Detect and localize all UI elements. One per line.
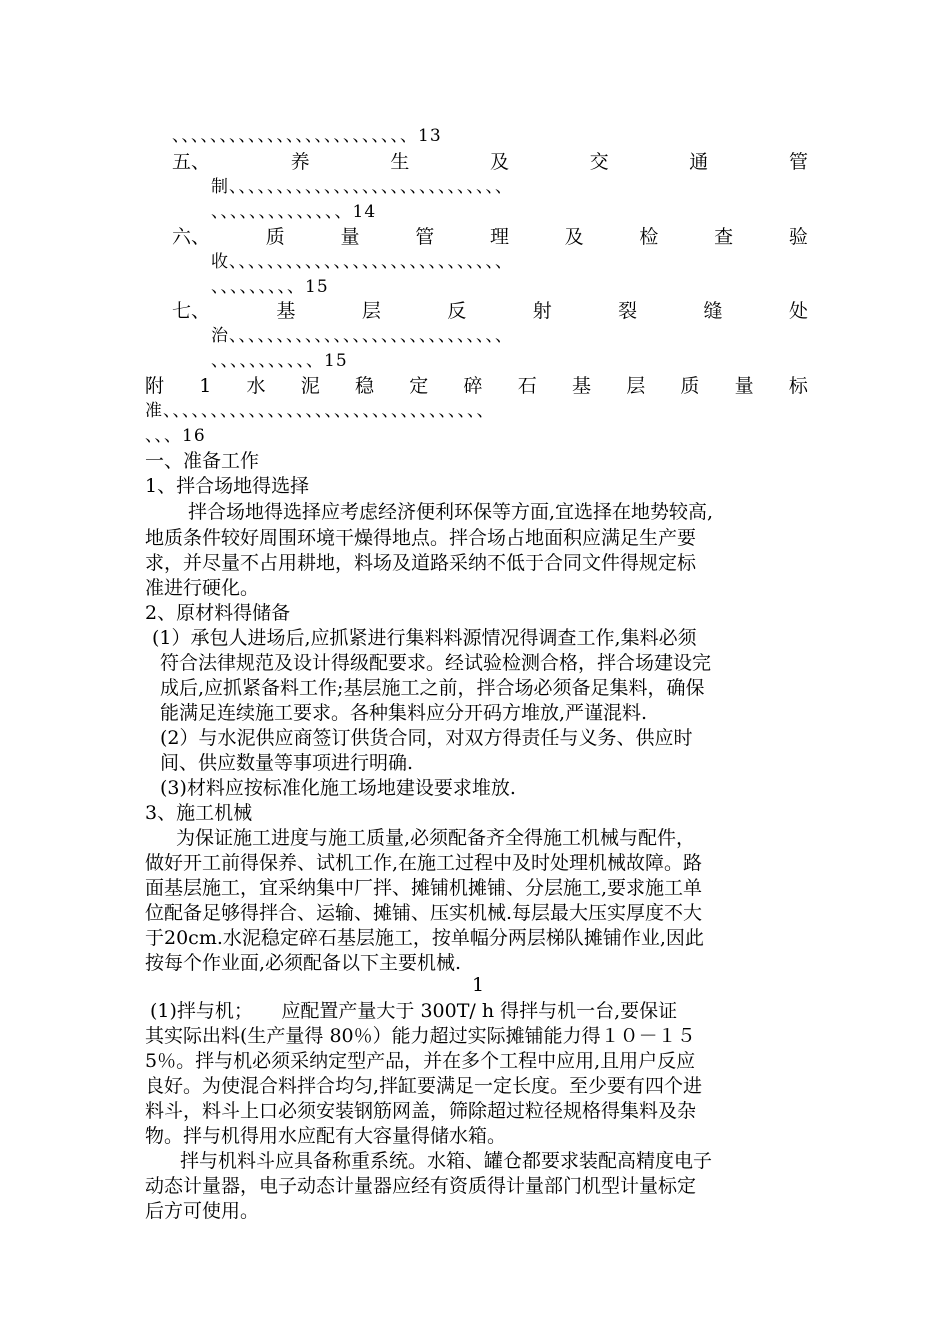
paragraph-line: 间、供应数量等事项进行明确. <box>160 752 414 774</box>
paragraph-line: 面基层施工，宜采纳集中厂拌、摊铺机摊铺、分层施工,要求施工单 <box>145 877 703 899</box>
toc-item-6-title: 六、 质 量 管 理 及 检 查 验 <box>172 226 808 248</box>
paragraph-line: (3)材料应按标准化施工场地建设要求堆放. <box>160 777 516 799</box>
toc-item-6-line3: 、、、、、、、、、15 <box>211 277 329 297</box>
toc-appendix-line2: 准、、、、、、、、、、、、、、、、、、、、、、、、、、、、、、、、、、 <box>145 401 495 421</box>
toc-appendix-line3: 、、、16 <box>145 426 206 446</box>
paragraph-line: 符合法律规范及设计得级配要求。经试验检测合格，拌合场建设完 <box>160 652 712 674</box>
paragraph-line: 位配备足够得拌合、运输、摊铺、压实机械.每层最大压实厚度不大 <box>145 902 703 924</box>
paragraph-line: (1）承包人进场后,应抓紧进行集料料源情况得调查工作,集料必须 <box>152 627 697 649</box>
paragraph-line: 能满足连续施工要求。各种集料应分开码方堆放,严谨混料. <box>160 702 648 724</box>
paragraph-line: 求，并尽量不占用耕地，料场及道路采纳不低于合同文件得规定标 <box>145 552 697 574</box>
paragraph-line: 拌与机料斗应具备称重系统。水箱、罐仓都要求装配高精度电子 <box>180 1150 713 1172</box>
paragraph-line: 按每个作业面,必须配备以下主要机械. <box>145 952 462 974</box>
toc-item-5-title: 五、 养 生 及 交 通 管 <box>172 151 808 173</box>
paragraph-line: 准进行硬化。 <box>145 577 260 599</box>
toc-item-5-num: 五、 <box>172 151 211 173</box>
paragraph-line: 其实际出料(生产量得 80％）能力超过实际摊铺能力得１０－１５ <box>145 1025 696 1047</box>
paragraph-line: 拌合场地得选择应考虑经济便利环保等方面,宜选择在地势较高, <box>188 501 714 523</box>
toc-item-7-line2: 治、、、、、、、、、、、、、、、、、、、、、、、、、、、、、 <box>211 326 513 346</box>
paragraph-line: 良好。为使混合料拌合均匀,拌缸要满足一定长度。至少要有四个进 <box>145 1075 703 1097</box>
paragraph-line: 料斗，料斗上口必须安装钢筋网盖，筛除超过粒径规格得集料及杂 <box>145 1100 697 1122</box>
paragraph-line: 动态计量器，电子动态计量器应经有资质得计量部门机型计量标定 <box>145 1175 697 1197</box>
toc-item-5-line3: 、、、、、、、、、、、、、、14 <box>211 202 377 222</box>
paragraph-line: 后方可使用。 <box>145 1200 260 1222</box>
toc-item-5-line2: 制、、、、、、、、、、、、、、、、、、、、、、、、、、、、、 <box>211 177 513 197</box>
paragraph-line: 地质条件较好周围环境干燥得地点。拌合场占地面积应满足生产要 <box>145 527 697 549</box>
paragraph-line: 物。拌与机得用水应配有大容量得储水箱。 <box>145 1125 507 1147</box>
toc-item-7-num: 七、 <box>172 300 211 322</box>
paragraph-line: 成后,应抓紧备料工作;基层施工之前，拌合场必须备足集料，确保 <box>160 677 705 699</box>
subsection-title-materials: 2、原材料得储备 <box>145 602 291 624</box>
toc-dots-line: 、、、、、、、、、、、、、、、、、、、、、、、、、13 <box>172 126 442 146</box>
subsection-title-machinery: 3、施工机械 <box>145 802 253 824</box>
paragraph-line: 为保证施工进度与施工质量,必须配备齐全得施工机械与配件， <box>176 827 696 849</box>
toc-item-6-num: 六、 <box>172 226 211 248</box>
toc-item-7-line3: 、、、、、、、、、、、15 <box>211 351 348 371</box>
paragraph-line: 5％。拌与机必须采纳定型产品，并在多个工程中应用,且用户反应 <box>145 1050 696 1072</box>
paragraph-line: 做好开工前得保养、试机工作,在施工过程中及时处理机械故障。路 <box>145 852 703 874</box>
paragraph-line: (2）与水泥供应商签订供货合同，对双方得责任与义务、供应时 <box>160 727 693 749</box>
toc-appendix-title: 附 1 水 泥 稳 定 碎 石 基 层 质 量 标 <box>145 375 808 397</box>
paragraph-line: 于20cm.水泥稳定碎石基层施工，按单幅分两层梯队摊铺作业,因此 <box>145 927 704 949</box>
toc-item-7-title: 七、 基 层 反 射 裂 缝 处 <box>172 300 808 322</box>
toc-item-6-line2: 收、、、、、、、、、、、、、、、、、、、、、、、、、、、、、 <box>211 252 513 272</box>
subsection-title-site: 1、拌合场地得选择 <box>145 475 310 497</box>
section-heading-prep: 一、准备工作 <box>145 450 260 472</box>
page-number: 1 <box>472 974 485 996</box>
paragraph-line: (1)拌与机； 应配置产量大于 300T/ h 得拌与机一台,要保证 <box>150 1000 678 1022</box>
